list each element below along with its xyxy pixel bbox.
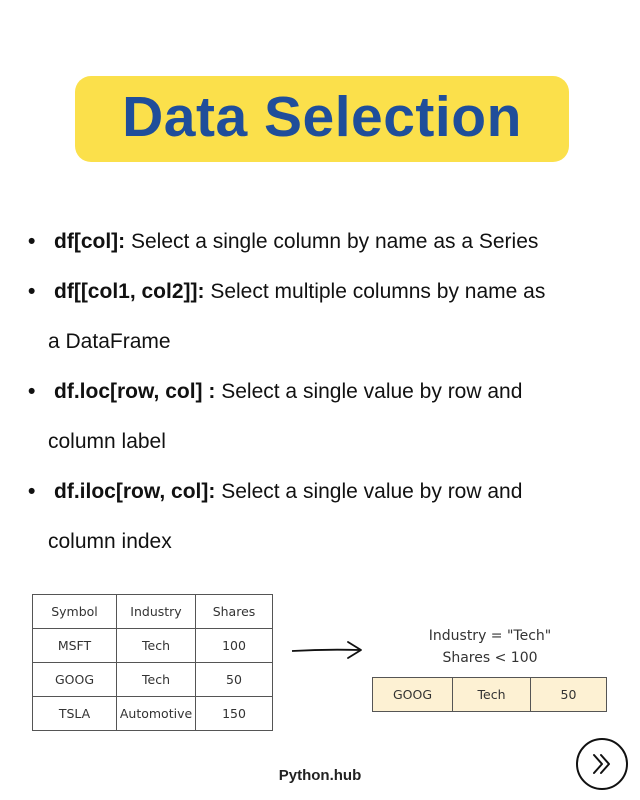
list-item-continuation: a DataFrame xyxy=(48,330,171,353)
table-cell: 150 xyxy=(196,697,273,731)
code-snippet: df[[col1, col2]]: xyxy=(54,280,205,303)
title-banner xyxy=(75,76,569,162)
source-table xyxy=(32,594,273,731)
condition-industry: Industry = "Tech" xyxy=(428,628,552,644)
code-snippet: df.loc[row, col] : xyxy=(54,380,216,403)
list-item-continuation: column index xyxy=(48,530,172,553)
list-item xyxy=(28,472,628,522)
bullet-list xyxy=(28,222,628,572)
footer-brand: Python.hub xyxy=(278,767,362,784)
next-button[interactable] xyxy=(576,738,628,790)
table-cell: Automotive xyxy=(117,697,196,731)
bullet-description: Select a single value by row and xyxy=(215,380,523,403)
table-cell: GOOG xyxy=(33,663,117,697)
right-arrow-icon xyxy=(290,638,366,662)
condition-shares: Shares < 100 xyxy=(442,650,538,666)
bullet-marker: • xyxy=(28,380,36,403)
list-item xyxy=(28,372,628,422)
table-cell: 50 xyxy=(531,678,607,712)
table-row xyxy=(33,663,273,697)
list-item xyxy=(28,222,628,272)
double-chevron-right-icon xyxy=(588,750,616,778)
table-header-cell: Symbol xyxy=(33,595,117,629)
bullet-description: Select a single value by row and xyxy=(215,480,523,503)
result-table xyxy=(372,677,607,712)
table-header-row xyxy=(33,595,273,629)
table-row xyxy=(373,678,607,712)
filter-conditions xyxy=(410,625,570,669)
list-item xyxy=(28,272,628,322)
table-cell: Tech xyxy=(117,629,196,663)
table-cell: GOOG xyxy=(373,678,453,712)
table-row xyxy=(33,629,273,663)
bullet-marker: • xyxy=(28,230,36,253)
table-cell: 50 xyxy=(196,663,273,697)
table-cell: MSFT xyxy=(33,629,117,663)
table-header-cell: Shares xyxy=(196,595,273,629)
code-snippet: df[col]: xyxy=(54,230,126,253)
table-row xyxy=(33,697,273,731)
table-cell: TSLA xyxy=(33,697,117,731)
page-title: Data Selection xyxy=(122,85,522,149)
code-snippet: df.iloc[row, col]: xyxy=(54,480,216,503)
table-cell: 100 xyxy=(196,629,273,663)
bullet-marker: • xyxy=(28,480,36,503)
bullet-marker: • xyxy=(28,280,36,303)
list-item-continuation: column label xyxy=(48,430,166,453)
table-header-cell: Industry xyxy=(117,595,196,629)
table-cell: Tech xyxy=(453,678,531,712)
bullet-description: Select a single column by name as a Series xyxy=(125,230,539,253)
bullet-description: Select multiple columns by name as xyxy=(204,280,546,303)
table-cell: Tech xyxy=(117,663,196,697)
